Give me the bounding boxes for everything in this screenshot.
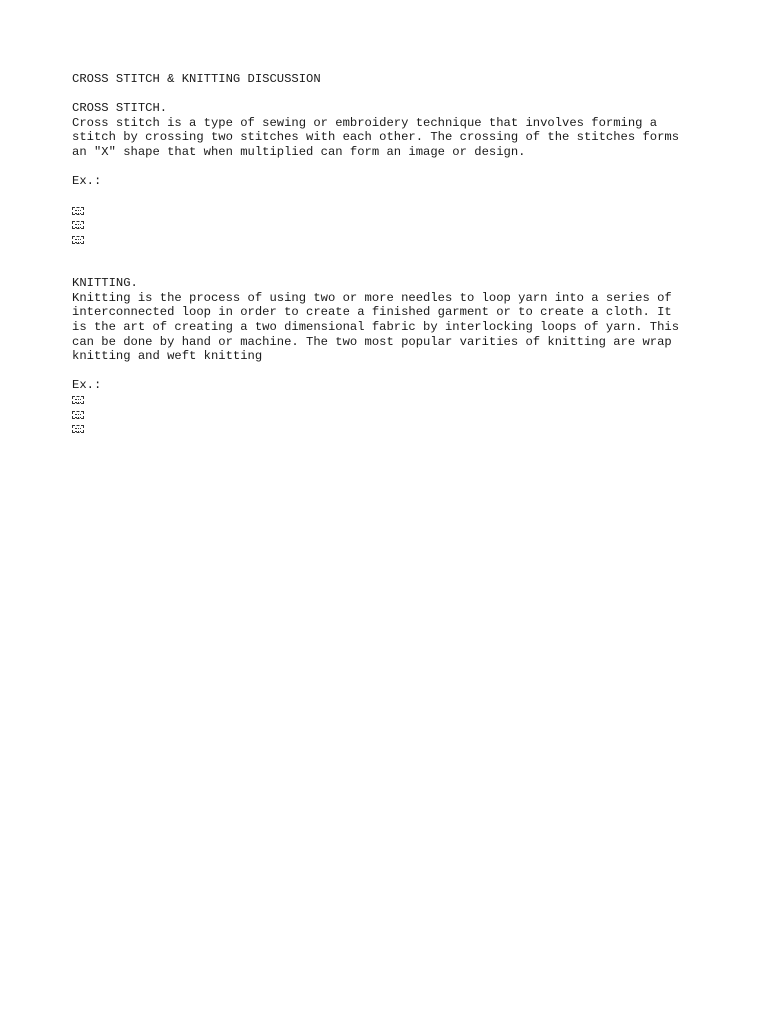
missing-glyph-icon — [72, 207, 84, 215]
missing-glyph-icon — [72, 411, 84, 419]
knitting-line: is the art of creating a two dimensional fabric by interlocking loops of yarn. This — [72, 319, 680, 334]
missing-glyph-icon — [72, 221, 84, 229]
spacer — [72, 87, 712, 102]
document-page — [72, 72, 712, 437]
document-title: CROSS STITCH & KNITTING DISCUSSION — [72, 72, 321, 86]
missing-glyph-row — [72, 422, 712, 437]
knitting-line: can be done by hand or machine. The two most popular varities of knitting are wrap — [72, 334, 672, 349]
missing-glyph-icon — [72, 236, 84, 244]
missing-glyph-row — [72, 233, 712, 248]
missing-glyph-row — [72, 407, 712, 422]
missing-glyph-row — [72, 218, 712, 233]
spacer — [72, 189, 712, 204]
missing-glyph-row — [72, 203, 712, 218]
cross-stitch-line: stitch by crossing two stitches with each other. The crossing of the stitches forms — [72, 130, 680, 145]
missing-glyph-icon — [72, 396, 84, 404]
spacer — [72, 247, 712, 276]
cross-stitch-heading: CROSS STITCH. — [72, 101, 168, 116]
missing-glyph-icon — [72, 425, 84, 433]
spacer — [72, 364, 712, 379]
missing-glyph-row — [72, 393, 712, 408]
spacer — [72, 160, 712, 175]
knitting-line: knitting and weft knitting — [72, 349, 263, 364]
cross-stitch-example-label: Ex.: — [72, 174, 102, 189]
knitting-line: Knitting is the process of using two or more needles to loop yarn into a series of — [72, 290, 672, 305]
knitting-heading: KNITTING. — [72, 276, 138, 291]
knitting-line: interconnected loop in order to create a finished garment or to create a cloth. It — [72, 305, 672, 320]
cross-stitch-line: Cross stitch is a type of sewing or embroidery technique that involves forming a — [72, 115, 658, 130]
knitting-example-label: Ex.: — [72, 378, 102, 393]
cross-stitch-line: an "X" shape that when multiplied can form an image or design. — [72, 144, 526, 159]
